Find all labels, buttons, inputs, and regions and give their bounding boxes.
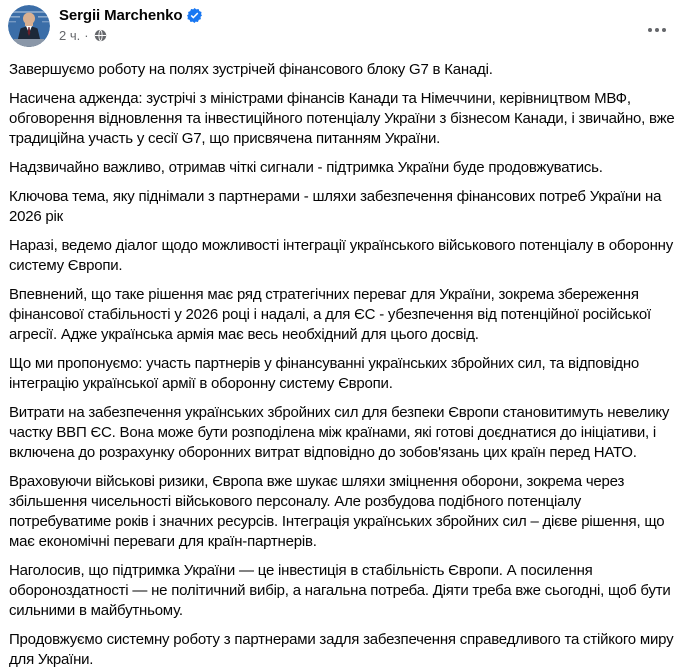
post-paragraph: Наразі, ведемо діалог щодо можливості інтеграції українського військового потенціалу в оборонну систему Європи. [9, 237, 673, 274]
post-header [0, 0, 681, 47]
post-paragraph: Насичена адженда: зустрічі з міністрами фінансів Канади та Німеччини, керівництвом МВФ, обговорення відновлення та інвестиційного потенціалу України з бізнесом Канади, і звичайно, вже традиційна участь у сесії G7, що присвячена питанням України. [9, 90, 675, 147]
post-paragraph: Продовжуємо системну роботу з партнерами задля забезпечення справедливого та стійкого миру для України. [9, 631, 674, 668]
post-header-text [59, 5, 202, 43]
post-paragraph: Надзвичайно важливо, отримав чіткі сигнали - підтримка України буде продовжуватись. [9, 159, 603, 176]
post-menu-button[interactable] [641, 16, 673, 44]
post-timestamp[interactable]: 2 ч. [59, 28, 81, 43]
post-meta-row [59, 28, 202, 43]
post-paragraph: Завершуємо роботу на полях зустрічей фінансового блоку G7 в Канаді. [9, 61, 493, 78]
globe-public-icon [94, 29, 107, 42]
meta-separator: · [84, 28, 89, 43]
post-paragraph: Що ми пропонуємо: участь партнерів у фінансуванні українських збройних сил, та відповідно інтеграцію української армії в оборонну систему Європи. [9, 355, 639, 392]
ellipsis-icon [662, 28, 666, 32]
avatar[interactable] [8, 5, 50, 47]
ellipsis-icon [655, 28, 659, 32]
post-paragraph: Наголосив, що підтримка України — це інвестиція в стабільність Європи. А посилення обороноздатності — не політичний вибір, а нагальна потреба. Діяти треба вже сьогодні, щоб бути сильними в майбутньому. [9, 562, 671, 619]
post-paragraph: Впевнений, що таке рішення має ряд стратегічних переваг для України, зокрема збереження фінансової стабільності у 2026 році і надалі, а для ЄС - убезпечення від потенційної російської агресії. Адже українська армія має весь необхідний для цього досвід. [9, 286, 651, 343]
ellipsis-icon [648, 28, 652, 32]
author-name[interactable]: Sergii Marchenko [59, 7, 183, 24]
post-text [0, 47, 681, 670]
post-paragraph: Враховуючи військові ризики, Європа вже шукає шляхи зміцнення оборони, зокрема через збільшення чисельності військового персоналу. Але розбудова подібного потенціалу потребуватиме років і значних ресурсів. Інтеграція українських збройних сил – дієве рішення, що має економічні переваги для країн-партнерів. [9, 473, 665, 550]
post-paragraph: Ключова тема, яку піднімали з партнерами - шляхи забезпечення фінансових потреб України на 2026 рік [9, 188, 662, 225]
author-name-row [59, 7, 202, 24]
verified-badge-icon [187, 8, 202, 23]
post-paragraph: Витрати на забезпечення українських збройних сил для безпеки Європи становитимуть невелику частку ВВП ЄС. Вона може бути розподілена між країнами, які готові доєднатися до ініціативи, і включена до розрахунку оборонних витрат відповідно до зобов'язань цих країн перед НАТО. [9, 404, 670, 461]
avatar-image [8, 5, 50, 47]
